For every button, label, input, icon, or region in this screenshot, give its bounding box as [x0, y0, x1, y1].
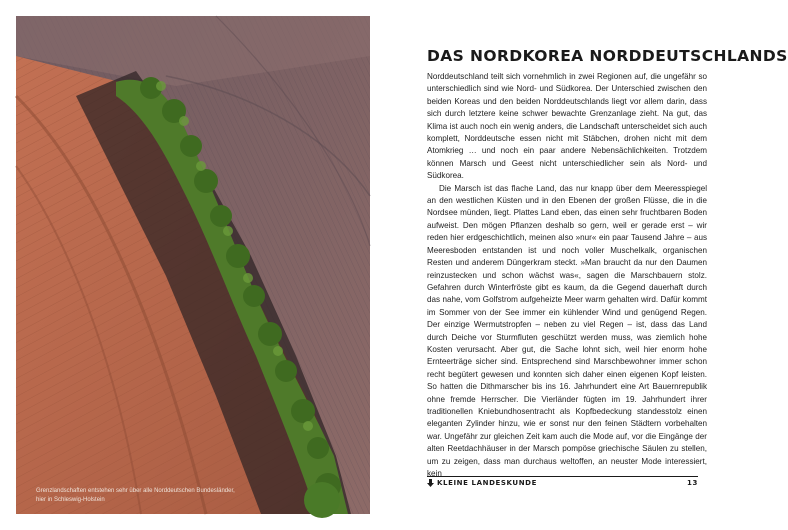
page-footer	[427, 479, 698, 487]
aerial-photo	[16, 16, 370, 514]
article-body	[427, 71, 707, 480]
page-number: 13	[687, 479, 698, 487]
footer-divider	[427, 476, 698, 477]
section-label: KLEINE LANDESKUNDE	[437, 479, 537, 487]
paragraph-1: Norddeutschland teilt sich vornehmlich in zwei Regionen auf, die ungefähr so unterschiedlich sind wie Nord- und Südkorea. Der Unterschied zwischen den beiden Koreas und den beiden Norddeutschlands liegt vor allem darin, dass sich durch letztere keine schwer bewachte Grenzanlage zieht. Na gut, das Klima ist auch noch ein wenig anders, die Landschaft unterscheidet sich auch komplett, Norddeutsche essen nicht mit Stäbchen, drohen nicht mit dem Atomkrieg … und noch ein paar andere Nebensächlichkeiten. Trotzdem können Marsch und Geest nicht unterschiedlicher sein als Nord- und Südkorea.	[427, 72, 707, 181]
hedgerow-field-illustration	[16, 16, 370, 514]
paragraph-2: Die Marsch ist das flache Land, das nur knapp über dem Meeresspiegel an den westlichen Küsten und in den Ebenen der großen Flüsse, die in die Nordsee münden, liegt. Plattes Land eben, das einen sehr fruchtbaren Boden aufweist. Den mögen Pflanzen deshalb so gern, weil er gerade erst – wir reden hier erdgeschichtlich, meinen also »nur« ein paar Tausend Jahre – aus Meeresboden entstanden ist und noch voller Muschelkalk, organischen Resten und anderem Düngerkram steckt. »Man braucht da nur den Daumen reinzustecken und schon wächst was«, sagen die Marschbauern stolz. Gefahren durch Winterfröste gibt es kaum, da die Gegend dauerhaft durch das nahe, vom Golfstrom aufgeheizte Meer warm gehalten wird. Dafür kommt im Sommer von der See immer ein kühlender Wind und genügend Regen. Der einzige Wermutstropfen – neben zu viel Regen – ist, dass das Land durch Deiche vor Sturmfluten geschützt werden muss, was ziemlich hohe Kosten verursacht. Aber gut, die Sache lohnt sich, weil hier enorm hohe Ernteerträge sicher sind. Entsprechend sind Marschbewohner immer schon recht begütert gewesen und konnten sich daher einen eigenen Kopf leisten. So hatten die Dithmarscher bis ins 16. Jahrhundert eine Art Bauernrepublik ohne fremde Herrscher. Die Vierländer fügten im 19. Jahrhundert ihrer traditionellen Kniebundhosentracht als Kopfbedeckung standesstolz einen eleganten Zylinder hinzu, wie er sonst nur den feinen Städtern vorbehalten war. Ungefähr zur gleichen Zeit kam auch die Mode auf, vor die Eingänge der alten Reetdachhäuser in der Marsch pompöse griechische Säulen zu stellen, um zu zeigen, dass man durchaus weltoffen, an neuster Mode interessiert, kein	[427, 183, 707, 478]
arrow-down-icon	[427, 479, 434, 487]
page-title: DAS NORDKOREA NORDDEUTSCHLANDS	[427, 47, 788, 65]
photo-caption: Grenzlandschaften entstehen sehr über alle Norddeutschen Bundesländer, hier in Schleswig-Holstein	[36, 488, 235, 503]
